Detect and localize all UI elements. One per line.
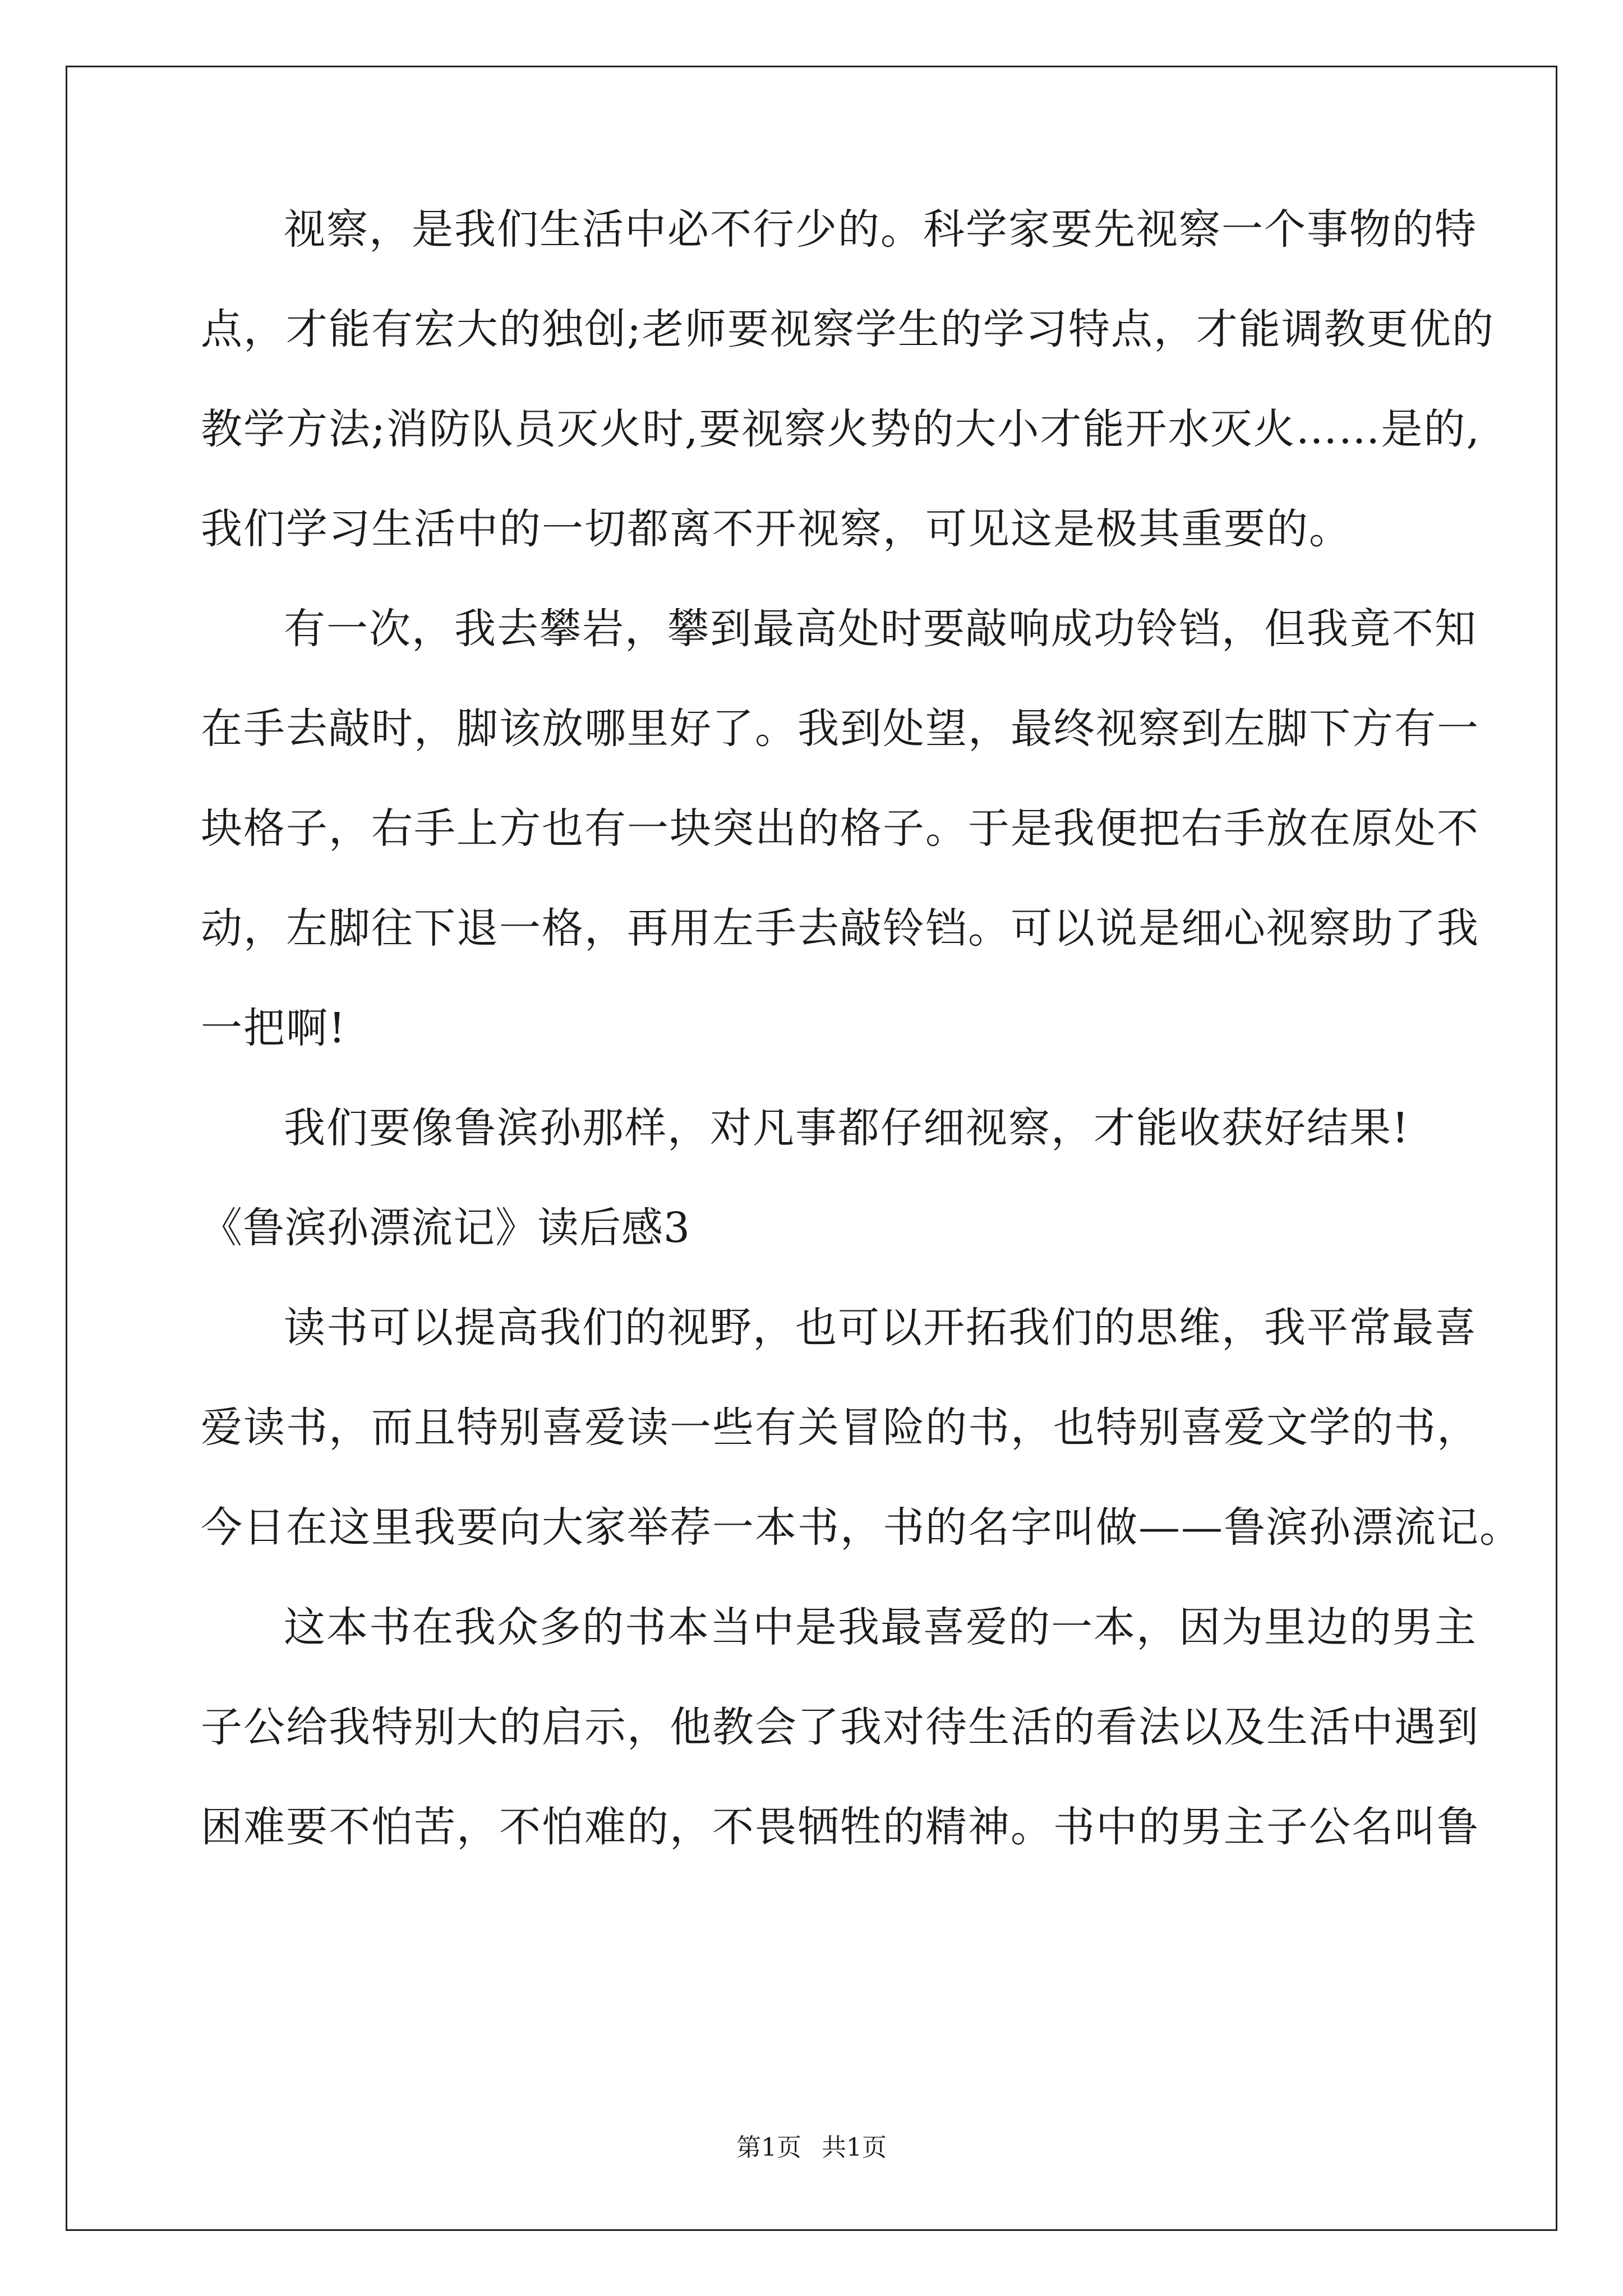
- paragraph-line: 在手去敲时，脚该放哪里好了。我到处望，最终视察到左脚下方有一: [201, 705, 1479, 753]
- paragraph-line: 点，才能有宏大的独创;老师要视察学生的学习特点，才能调教更优的: [201, 305, 1495, 353]
- paragraph-line: 爱读书，而且特别喜爱读一些有关冒险的书，也特别喜爱文学的书，: [201, 1404, 1479, 1452]
- paragraph-line: 今日在这里我要向大家举荐一本书，书的名字叫做——鲁滨孙漂流记。: [201, 1503, 1522, 1552]
- document-body: [201, 205, 1522, 1906]
- paragraph-line: 这本书在我众多的书本当中是我最喜爱的一本，因为里边的男主: [284, 1603, 1477, 1651]
- page-number: 第1页: [736, 2133, 801, 2162]
- paragraph-line: 动，左脚往下退一格，再用左手去敲铃铛。可以说是细心视察助了我: [201, 904, 1479, 953]
- paragraph-line: 困难要不怕苦，不怕难的，不畏牺牲的精神。书中的男主子公名叫鲁: [201, 1803, 1479, 1851]
- paragraph-line: 读书可以提高我们的视野，也可以开拓我们的思维，我平常最喜: [284, 1304, 1477, 1352]
- paragraph-line: 教学方法;消防队员灭火时,要视察火势的大小才能开水灭火……是的,: [201, 405, 1481, 453]
- paragraph-line: 一把啊!: [201, 1004, 347, 1052]
- page-footer: [0, 2134, 1623, 2161]
- paragraph-line: 子公给我特别大的启示，他教会了我对待生活的看法以及生活中遇到: [201, 1703, 1479, 1751]
- paragraph-line: 块格子，右手上方也有一块突出的格子。于是我便把右手放在原处不: [201, 804, 1479, 853]
- paragraph-line: 有一次，我去攀岩，攀到最高处时要敲响成功铃铛，但我竟不知: [284, 605, 1477, 653]
- page-total: 共1页: [822, 2133, 887, 2162]
- paragraph-line: 我们要像鲁滨孙那样，对凡事都仔细视察，才能收获好结果!: [284, 1104, 1410, 1152]
- section-heading: 《鲁滨孙漂流记》读后感3: [201, 1204, 691, 1252]
- paragraph-line: 我们学习生活中的一切都离不开视察，可见这是极其重要的。: [201, 505, 1352, 553]
- paragraph-line: 视察，是我们生活中必不行少的。科学家要先视察一个事物的特: [284, 205, 1477, 254]
